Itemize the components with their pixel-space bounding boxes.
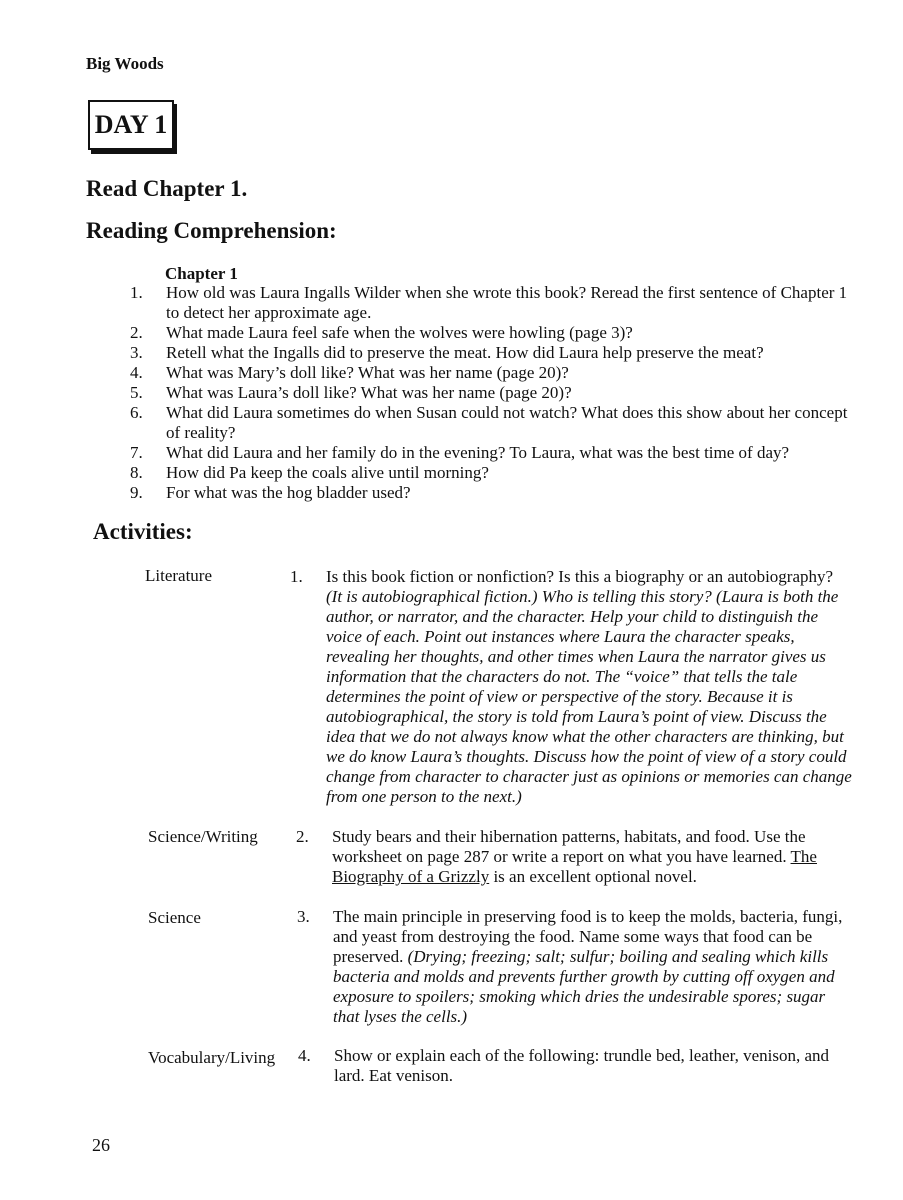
activity-number: 2. bbox=[296, 827, 309, 846]
question-number: 6. bbox=[130, 403, 143, 422]
activity-body-end: is an excellent optional novel. bbox=[489, 867, 697, 886]
list-item bbox=[130, 283, 855, 323]
activity-number: 3. bbox=[297, 907, 310, 926]
activity-text bbox=[333, 907, 854, 1027]
question-number: 2. bbox=[130, 323, 143, 342]
question-number: 5. bbox=[130, 383, 143, 402]
running-header: Big Woods bbox=[86, 54, 164, 73]
activity-number: 4. bbox=[298, 1046, 311, 1065]
list-item bbox=[130, 463, 855, 483]
question-text: Retell what the Ingalls did to preserve the meat. How did Laura help preserve the meat? bbox=[166, 343, 764, 362]
day-box: DAY 1 bbox=[88, 100, 174, 150]
activity-subject-literature: Literature bbox=[145, 566, 213, 585]
activities-heading: Activities: bbox=[93, 519, 193, 544]
page-number: 26 bbox=[92, 1135, 110, 1155]
list-item bbox=[130, 403, 855, 443]
question-text: What was Mary’s doll like? What was her name (page 20)? bbox=[166, 363, 569, 382]
activity-subject-science: Science bbox=[148, 908, 201, 927]
question-text: How old was Laura Ingalls Wilder when she wrote this book? Reread the first sentence of Chapter 1 to detect her approximate age. bbox=[166, 283, 848, 322]
question-number: 7. bbox=[130, 443, 143, 462]
question-number: 1. bbox=[130, 283, 143, 302]
activity-answer: (Drying; freezing; salt; sulfur; boiling and sealing which kills bacteria and molds and prevents further growth by cutting off oxygen and exposure to spoilers; smoking which dries the undesirable spores; sugar that lyses the cells.) bbox=[333, 947, 835, 1026]
activity-answer: (It is autobiographical fiction.) Who is telling this story? (Laura is both the author, or narrator, and the character. Help your child to distinguish the voice of each. Point out instances where Laura the character speaks, revealing her thoughts, and other times when Laura the narrator gives us information that the characters do not. The “voice” that tells the tale determines the point of view or perspective of the story. Because it is autobiographical, the story is told from Laura’s point of view. Discuss the idea that we do not always know what the other characters are thinking, but we do know Laura’s thoughts. Discuss how the point of view of a story could change from character to character just as opinions or memories can change from one person to the next.) bbox=[326, 587, 852, 806]
chapter-label: Chapter 1 bbox=[165, 264, 238, 283]
question-number: 4. bbox=[130, 363, 143, 382]
activity-body: Is this book fiction or nonfiction? Is this a biography or an autobiography? bbox=[326, 567, 834, 586]
read-heading: Read Chapter 1. bbox=[86, 176, 248, 201]
list-item bbox=[130, 343, 855, 363]
list-item bbox=[130, 323, 855, 343]
activity-subject-science-writing: Science/Writing bbox=[148, 827, 258, 846]
list-item bbox=[130, 483, 855, 503]
activity-number: 1. bbox=[290, 567, 303, 586]
list-item bbox=[130, 383, 855, 403]
question-text: What did Laura and her family do in the evening? To Laura, what was the best time of day? bbox=[166, 443, 790, 462]
activity-body: Study bears and their hibernation patterns, habitats, and food. Use the worksheet on page 287 or write a report on what you have learned. bbox=[332, 827, 806, 866]
question-list bbox=[130, 283, 855, 503]
list-item bbox=[130, 363, 855, 383]
question-number: 8. bbox=[130, 463, 143, 482]
comprehension-heading: Reading Comprehension: bbox=[86, 218, 337, 243]
book-title: The Biography of a Grizzly bbox=[332, 847, 817, 886]
question-text: What was Laura’s doll like? What was her name (page 20)? bbox=[166, 383, 572, 402]
activity-subject-vocabulary-living: Vocabulary/Living bbox=[148, 1048, 276, 1067]
question-text: How did Pa keep the coals alive until morning? bbox=[166, 463, 489, 482]
question-number: 3. bbox=[130, 343, 143, 362]
question-text: For what was the hog bladder used? bbox=[166, 483, 411, 502]
question-text: What made Laura feel safe when the wolves were howling (page 3)? bbox=[166, 323, 633, 342]
activity-text: Show or explain each of the following: trundle bed, leather, venison, and lard. Eat venison. bbox=[334, 1046, 830, 1085]
activity-text bbox=[332, 827, 854, 887]
activity-text bbox=[326, 567, 852, 807]
question-text: What did Laura sometimes do when Susan could not watch? What does this show about her concept of reality? bbox=[166, 403, 848, 442]
activity-body: The main principle in preserving food is to keep the molds, bacteria, fungi, and yeast from destroying the food. Name some ways that food can be preserved. bbox=[333, 907, 843, 966]
list-item bbox=[130, 443, 855, 463]
question-number: 9. bbox=[130, 483, 143, 502]
